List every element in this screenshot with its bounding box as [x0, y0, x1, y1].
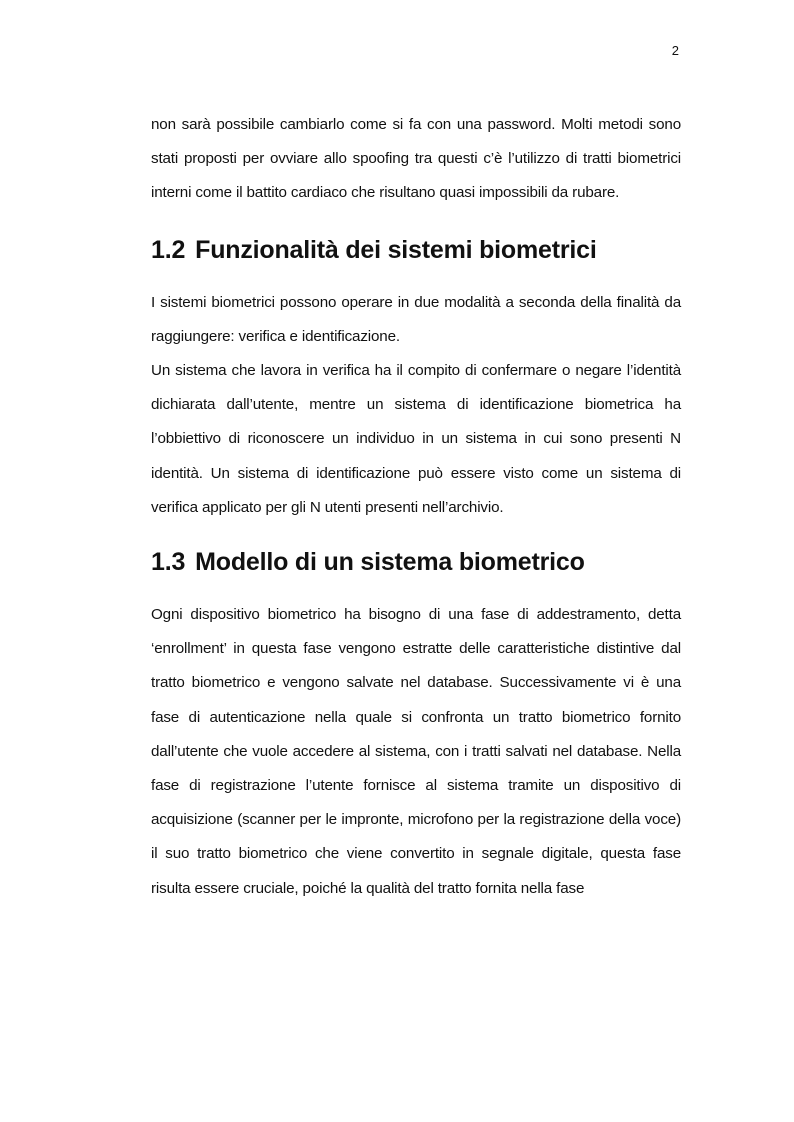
section-number: 1.3	[151, 548, 186, 577]
model-paragraph: Ogni dispositivo biometrico ha bisogno di una fase di addestramento, detta ‘enrollment’ in questa fase vengono estratte delle caratteristiche distintive dal tratto biometrico e vengono salvate nel database. Successivamente vi è una fase di autenticazione nella quale si confronta un tratto biometrico fornito dall’utente che vuole accedere al sistema, con i tratti salvati nel database. Nella fase di registrazione l’utente fornisce al sistema tramite un dispositivo di acquisizione (scanner per le impronte, microfono per la registrazione della voce) il suo tratto biometrico che viene convertito in segnale digitale, questa fase risulta essere cruciale, poiché la qualità del tratto fornita nella fase	[151, 606, 681, 897]
intro-paragraph: non sarà possibile cambiarlo come si fa con una password. Molti metodi sono stati proposti per ovviare allo spoofing tra questi c’è l’utilizzo di tratti biometrici interni come il battito cardiaco che risultano quasi impossibili da rubare.	[151, 116, 681, 202]
section-number: 1.2	[151, 235, 186, 264]
page-number: 2	[671, 43, 679, 58]
page-content	[151, 108, 681, 906]
section-heading-1-2	[151, 234, 681, 266]
verification-paragraph: Un sistema che lavora in verifica ha il compito di confermare o negare l’identità dichiarata dall’utente, mentre un sistema di identificazione biometrica ha l’obbiettivo di riconoscere un individuo in un sistema in cui sono presenti N identità. Un sistema di identificazione può essere visto come un sistema di verifica applicato per gli N utenti presenti nell’archivio.	[151, 362, 681, 516]
modes-paragraph: I sistemi biometrici possono operare in due modalità a seconda della finalità da raggiungere: verifica e identificazione.	[151, 293, 681, 345]
section-title: Modello di un sistema biometrico	[195, 548, 585, 577]
section-1-2-body	[151, 286, 681, 525]
section-title: Funzionalità dei sistemi biometrici	[195, 235, 597, 264]
section-heading-1-3	[151, 546, 681, 578]
